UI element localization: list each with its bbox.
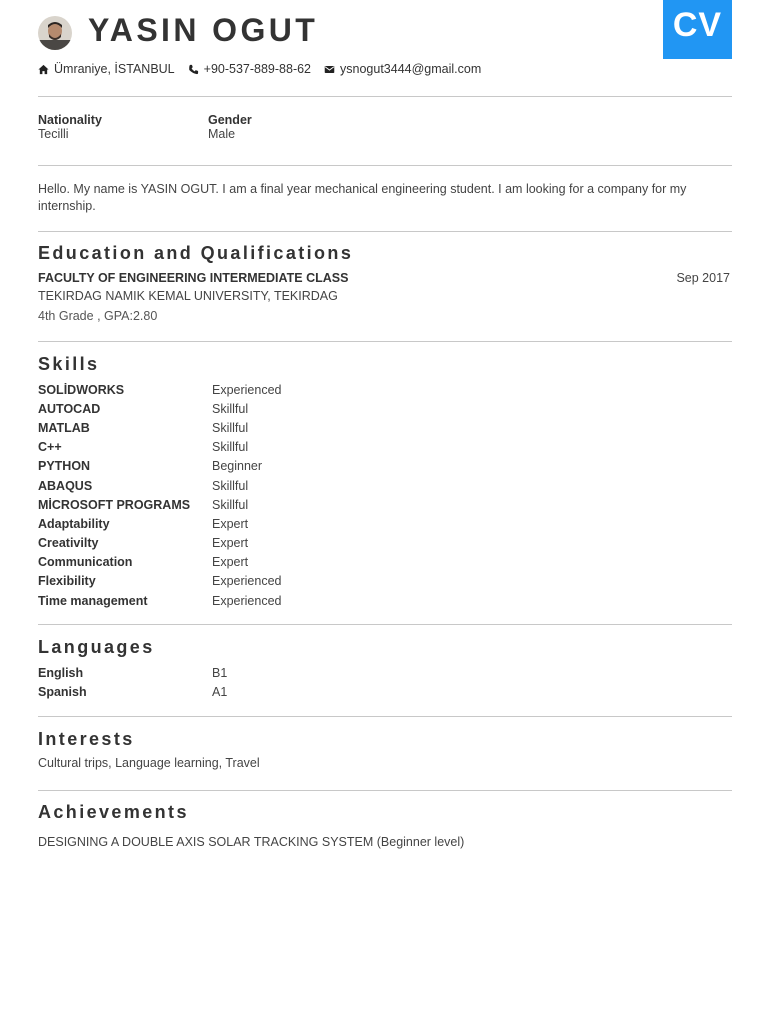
skill-row: [38, 399, 438, 418]
skill-level: Expert: [212, 516, 249, 531]
skill-level: Experienced: [212, 382, 282, 397]
education-grade: 4th Grade , GPA:2.80: [38, 309, 158, 323]
skill-name: PYTHON: [38, 459, 91, 474]
skill-row: [38, 553, 438, 572]
languages-list: [38, 663, 438, 701]
applicant-name: YASIN OGUT: [88, 12, 319, 48]
gender-value: Male: [208, 127, 236, 141]
skill-name: AUTOCAD: [38, 401, 101, 416]
cv-badge: CV: [663, 0, 732, 59]
languages-title: Languages: [38, 637, 155, 657]
interests-title: Interests: [38, 729, 135, 749]
skill-level: Skillful: [212, 497, 249, 512]
phone-icon: [188, 64, 199, 75]
skill-level: Skillful: [212, 478, 249, 493]
phone-item[interactable]: [188, 61, 311, 77]
skill-row: [38, 476, 438, 495]
skill-row: [38, 572, 438, 591]
divider: [38, 165, 732, 166]
language-level: A1: [212, 684, 228, 699]
skill-name: MATLAB: [38, 420, 90, 435]
envelope-icon: [324, 64, 335, 75]
avatar: [38, 16, 72, 50]
language-name: Spanish: [38, 684, 87, 699]
skill-row: [38, 495, 438, 514]
skill-row: [38, 457, 438, 476]
skill-row: [38, 438, 438, 457]
skill-row: [38, 380, 438, 399]
skills-title: Skills: [38, 354, 100, 374]
skill-row: [38, 418, 438, 437]
skill-level: Experienced: [212, 593, 282, 608]
nationality-label: Nationality: [38, 113, 102, 127]
divider: [38, 231, 732, 232]
skill-level: Skillful: [212, 420, 249, 435]
skill-name: C++: [38, 440, 62, 455]
skill-name: Communication: [38, 555, 133, 570]
skill-name: Creativilty: [38, 536, 99, 551]
skill-level: Experienced: [212, 574, 282, 589]
skills-list: [38, 380, 438, 610]
language-name: English: [38, 665, 84, 680]
divider: [38, 790, 732, 791]
divider: [38, 96, 732, 97]
achievements-title: Achievements: [38, 802, 189, 822]
skill-level: Skillful: [212, 401, 249, 416]
divider: [38, 624, 732, 625]
skill-row: [38, 534, 438, 553]
nationality-value: Tecilli: [38, 127, 69, 141]
divider: [38, 341, 732, 342]
email-text[interactable]: ysnogut3444@gmail.com: [340, 62, 482, 76]
profile-summary: Hello. My name is YASIN OGUT. I am a final year mechanical engineering student. I am looking for a company for my internship.: [38, 182, 687, 213]
education-date: Sep 2017: [676, 271, 730, 285]
skill-name: Adaptability: [38, 516, 110, 531]
achievements-text: DESIGNING A DOUBLE AXIS SOLAR TRACKING SYSTEM (Beginner level): [38, 835, 465, 849]
skill-level: Expert: [212, 536, 249, 551]
skill-level: Expert: [212, 555, 249, 570]
skill-row: [38, 591, 438, 610]
address-item: [38, 61, 175, 77]
email-item[interactable]: [324, 61, 481, 77]
education-title: Education and Qualifications: [38, 243, 354, 263]
skill-name: MİCROSOFT PROGRAMS: [38, 497, 191, 512]
skill-name: Flexibility: [38, 574, 96, 589]
divider: [38, 716, 732, 717]
language-row: [38, 663, 438, 682]
skill-name: ABAQUS: [38, 478, 93, 493]
language-level: B1: [212, 665, 228, 680]
contact-line: [38, 61, 494, 77]
skill-name: Time management: [38, 593, 148, 608]
education-school: TEKIRDAG NAMIK KEMAL UNIVERSITY, TEKIRDAG: [38, 289, 338, 303]
interests-text: Cultural trips, Language learning, Travel: [38, 756, 260, 770]
education-degree: FACULTY OF ENGINEERING INTERMEDIATE CLASS: [38, 271, 349, 285]
home-icon: [38, 64, 49, 75]
address-text: Ümraniye, İSTANBUL: [54, 62, 175, 76]
skill-level: Beginner: [212, 459, 263, 474]
skill-name: SOLİDWORKS: [38, 382, 125, 397]
language-row: [38, 682, 438, 701]
phone-text[interactable]: +90-537-889-88-62: [203, 62, 312, 76]
gender-label: Gender: [208, 113, 252, 127]
skill-row: [38, 514, 438, 533]
skill-level: Skillful: [212, 440, 249, 455]
